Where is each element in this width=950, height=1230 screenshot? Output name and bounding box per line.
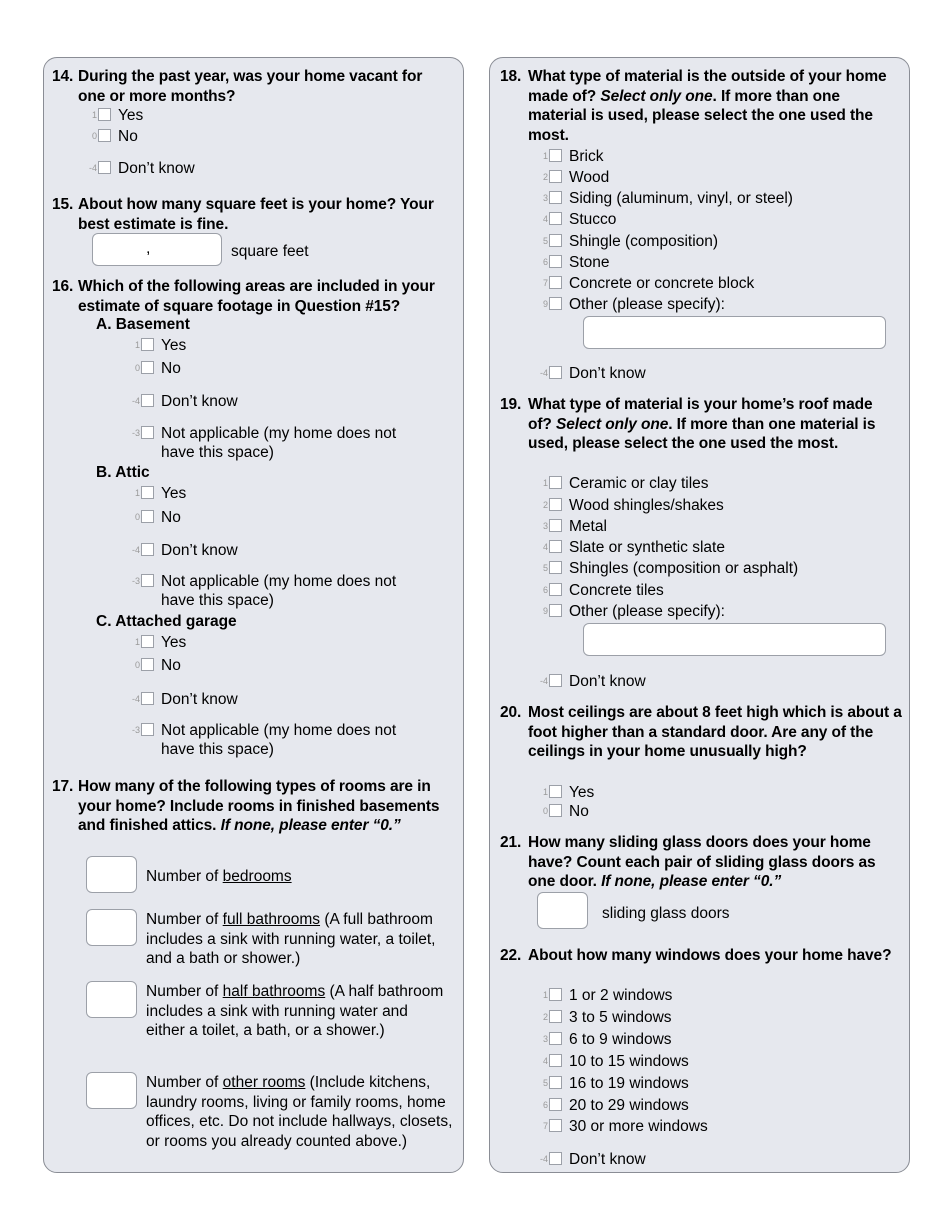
checkbox[interactable] — [549, 1152, 562, 1165]
checkbox[interactable] — [549, 561, 562, 574]
question-15: 15. About how many square feet is your home? Your best estimate is fine. — [52, 196, 434, 233]
checkbox[interactable] — [549, 988, 562, 1001]
checkbox[interactable] — [98, 161, 111, 174]
bedrooms-label: Number of bedrooms — [146, 868, 292, 885]
checkbox[interactable] — [549, 1010, 562, 1023]
checkbox[interactable] — [549, 149, 562, 162]
checkbox[interactable] — [141, 338, 154, 351]
checkbox[interactable] — [549, 476, 562, 489]
checkbox[interactable] — [98, 108, 111, 121]
checkbox[interactable] — [141, 361, 154, 374]
checkbox[interactable] — [549, 1076, 562, 1089]
half-bathrooms-label: Number of half bathrooms (A half bathroom includes a sink with running water and either a toilet, a bath, or a shower.) — [146, 983, 444, 1039]
question-14: 14. During the past year, was your home vacant for one or more months? — [52, 68, 423, 105]
checkbox[interactable] — [141, 692, 154, 705]
checkbox[interactable] — [549, 191, 562, 204]
bedrooms-count-input[interactable] — [86, 856, 137, 893]
checkbox[interactable] — [141, 543, 154, 556]
q16-part-a-label: A. Basement — [96, 316, 190, 333]
checkbox[interactable] — [549, 785, 562, 798]
checkbox[interactable] — [549, 1119, 562, 1132]
q18-other-specify-input[interactable] — [583, 316, 886, 349]
checkbox[interactable] — [549, 804, 562, 817]
checkbox[interactable] — [549, 234, 562, 247]
question-16: 16. Which of the following areas are included in your estimate of square footage in Question #15? — [52, 278, 435, 315]
checkbox[interactable] — [549, 1032, 562, 1045]
checkbox[interactable] — [141, 486, 154, 499]
checkbox[interactable] — [549, 519, 562, 532]
square-feet-unit: square feet — [231, 243, 309, 260]
checkbox[interactable] — [549, 604, 562, 617]
checkbox[interactable] — [141, 426, 154, 439]
half-bathrooms-count-input[interactable] — [86, 981, 137, 1018]
checkbox[interactable] — [141, 635, 154, 648]
q19-other-specify-input[interactable] — [583, 623, 886, 656]
checkbox[interactable] — [549, 1098, 562, 1111]
checkbox[interactable] — [141, 723, 154, 736]
checkbox[interactable] — [98, 129, 111, 142]
sliding-glass-doors-unit: sliding glass doors — [602, 905, 730, 922]
checkbox[interactable] — [549, 583, 562, 596]
square-feet-input[interactable]: , — [92, 233, 222, 266]
checkbox[interactable] — [141, 394, 154, 407]
q16-part-b-label: B. Attic — [96, 464, 150, 481]
checkbox[interactable] — [549, 498, 562, 511]
checkbox[interactable] — [549, 170, 562, 183]
question-17: 17. How many of the following types of rooms are in your home? Include rooms in finished basements and finished attics. If none, please enter “0.” — [52, 778, 440, 834]
question-20: 20. Most ceilings are about 8 feet high which is about a foot higher than a standard door. Are any of the ceilings in your home unusually high? — [500, 704, 902, 760]
checkbox[interactable] — [549, 276, 562, 289]
q16-part-c-label: C. Attached garage — [96, 613, 237, 630]
checkbox[interactable] — [549, 255, 562, 268]
checkbox[interactable] — [549, 1054, 562, 1067]
question-18: 18. What type of material is the outside of your home made of? Select only one. If more than one material is used, please select the one used the most. — [500, 68, 887, 144]
checkbox[interactable] — [549, 212, 562, 225]
checkbox[interactable] — [549, 297, 562, 310]
checkbox[interactable] — [141, 658, 154, 671]
question-21: 21. How many sliding glass doors does your home have? Count each pair of sliding glass doors as one door. If none, please enter “0.” — [500, 834, 876, 890]
full-bathrooms-count-input[interactable] — [86, 909, 137, 946]
checkbox[interactable] — [141, 574, 154, 587]
checkbox[interactable] — [549, 674, 562, 687]
checkbox[interactable] — [549, 540, 562, 553]
checkbox[interactable] — [141, 510, 154, 523]
question-19: 19. What type of material is your home’s roof made of? Select only one. If more than one material is used, please select the one used the most. — [500, 396, 876, 452]
question-22: 22. About how many windows does your home have? — [500, 947, 892, 964]
other-rooms-label: Number of other rooms (Include kitchens, laundry rooms, living or family rooms, home offices, etc. Do not include hallways, closets, or rooms you already counted above.) — [146, 1074, 453, 1150]
sliding-glass-doors-count-input[interactable] — [537, 892, 588, 929]
other-rooms-count-input[interactable] — [86, 1072, 137, 1109]
full-bathrooms-label: Number of full bathrooms (A full bathroom includes a sink with running water, a toilet, and a bath or shower.) — [146, 911, 436, 967]
checkbox[interactable] — [549, 366, 562, 379]
